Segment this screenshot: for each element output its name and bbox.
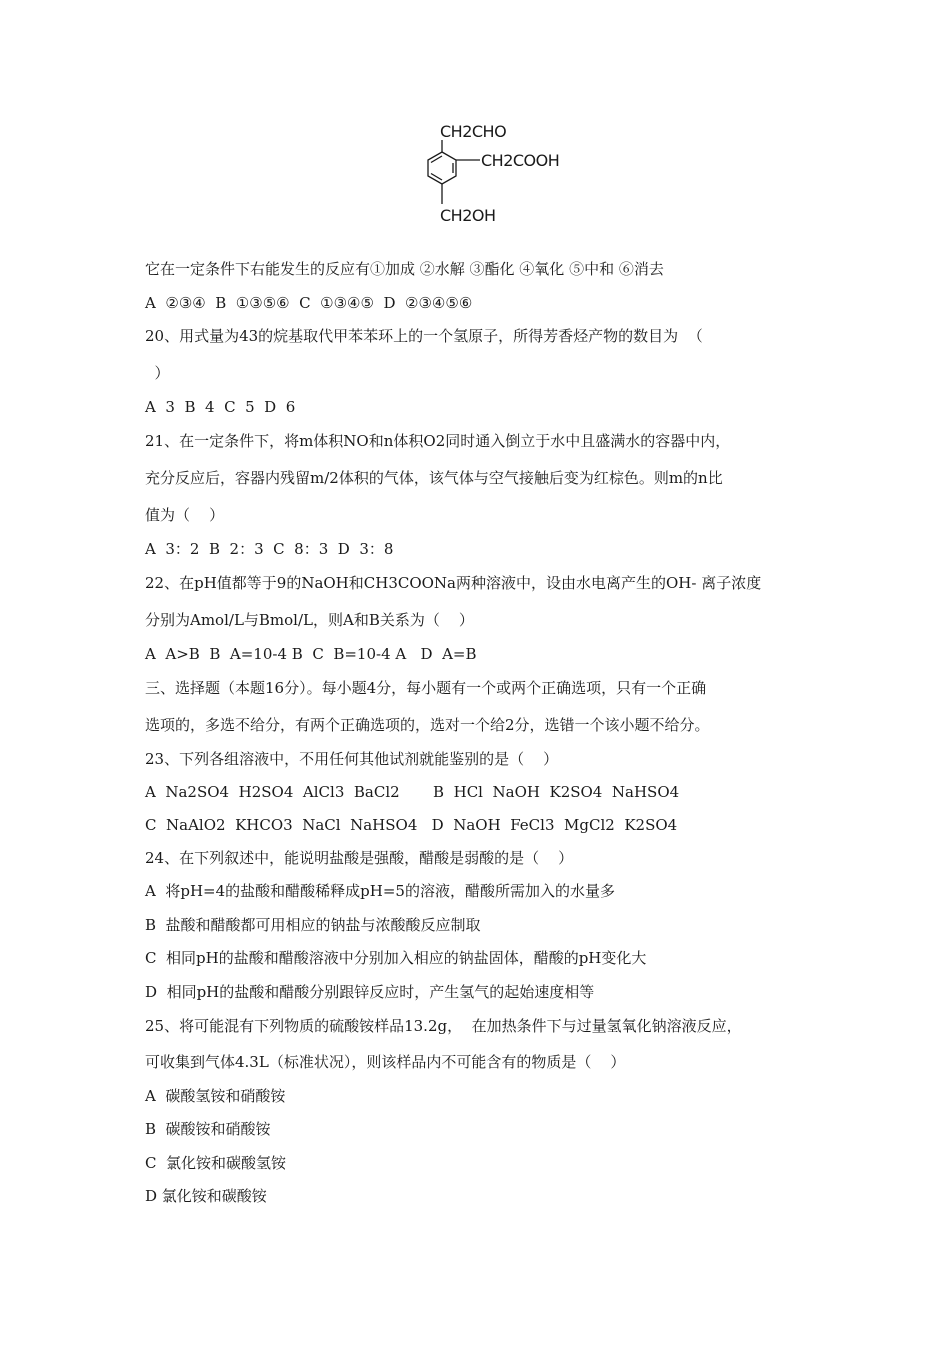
q25-stem-line1: 25、将可能混有下列物质的硫酸铵样品13.2g， 在加热条件下与过量氢氧化钠溶液反应， <box>145 1017 742 1035</box>
q25-option-c: C 氯化铵和碳酸氢铵 <box>145 1154 287 1172</box>
q23-option-cd: C NaAlO2 KHCO3 NaCl NaHSO4 D NaOH FeCl3 MgCl2 K2SO4 <box>145 816 678 834</box>
q25-option-a: A 碳酸氢铵和硝酸铵 <box>145 1087 286 1105</box>
q23-option-ab: A Na2SO4 H2SO4 AlCl3 BaCl2 B HCl NaOH K2SO4 NaHSO4 <box>145 783 680 801</box>
q22-options: A A>B B A=10-4 B C B=10-4 A D A=B <box>145 645 477 663</box>
q24-option-a: A 将pH=4的盐酸和醋酸稀释成pH=5的溶液，醋酸所需加入的水量多 <box>145 882 615 900</box>
q19-stem: 它在一定条件下右能发生的反应有①加成 ②水解 ③酯化 ④氧化 ⑤中和 ⑥消去 <box>145 260 664 278</box>
q22-stem-line1: 22、在pH值都等于9的NaOH和CH3COONa两种溶液中，设由水电离产生的OH- 离子浓度 <box>145 574 762 592</box>
q20-stem-line2: ） <box>145 364 170 382</box>
q24-option-b: B 盐酸和醋酸都可用相应的钠盐与浓酸酸反应制取 <box>145 916 481 934</box>
q19-options: A ②③④ B ①③⑤⑥ C ①③④⑤ D ②③④⑤⑥ <box>145 294 473 312</box>
q23-stem: 23、下列各组溶液中，不用任何其他试剂就能鉴别的是（ ） <box>145 750 559 768</box>
q22-stem-line2: 分别为Amol/L与Bmol/L，则A和B关系为（ ） <box>145 611 474 629</box>
q20-stem-line1: 20、用式量为43的烷基取代甲苯苯环上的一个氢原子，所得芳香烃产物的数目为 （ <box>145 327 703 345</box>
q24-option-d: D 相同pH的盐酸和醋酸分别跟锌反应时，产生氢气的起始速度相等 <box>145 983 595 1001</box>
substituent-ch2oh: CH2OH <box>440 206 496 225</box>
section3-line1: 三、选择题（本题16分）。每小题4分，每小题有一个或两个正确选项，只有一个正确 <box>145 679 707 697</box>
substituent-ch2cho: CH2CHO <box>440 122 507 141</box>
q24-option-c: C 相同pH的盐酸和醋酸溶液中分别加入相应的钠盐固体，醋酸的pH变化大 <box>145 949 647 967</box>
q25-stem-line2: 可收集到气体4.3L（标准状况），则该样品内不可能含有的物质是（ ） <box>145 1053 626 1071</box>
q24-stem: 24、在下列叙述中，能说明盐酸是强酸，醋酸是弱酸的是（ ） <box>145 849 574 867</box>
q20-options: A 3 B 4 C 5 D 6 <box>145 398 296 416</box>
q21-stem-line3: 值为（ ） <box>145 506 225 524</box>
substituent-ch2cooh: CH2COOH <box>481 151 560 170</box>
section3-line2: 选项的，多选不给分，有两个正确选项的，选对一个给2分，选错一个该小题不给分。 <box>145 716 710 734</box>
q25-option-b: B 碳酸铵和硝酸铵 <box>145 1120 271 1138</box>
structural-formula <box>418 118 578 230</box>
q25-option-d: D 氯化铵和碳酸铵 <box>145 1187 267 1205</box>
q21-options: A 3：2 B 2：3 C 8：3 D 3：8 <box>145 540 394 558</box>
q21-stem-line1: 21、在一定条件下，将m体积NO和n体积O2同时通入倒立于水中且盛满水的容器中内， <box>145 432 731 450</box>
q21-stem-line2: 充分反应后，容器内残留m/2体积的气体，该气体与空气接触后变为红棕色。则m的n比 <box>145 469 723 487</box>
